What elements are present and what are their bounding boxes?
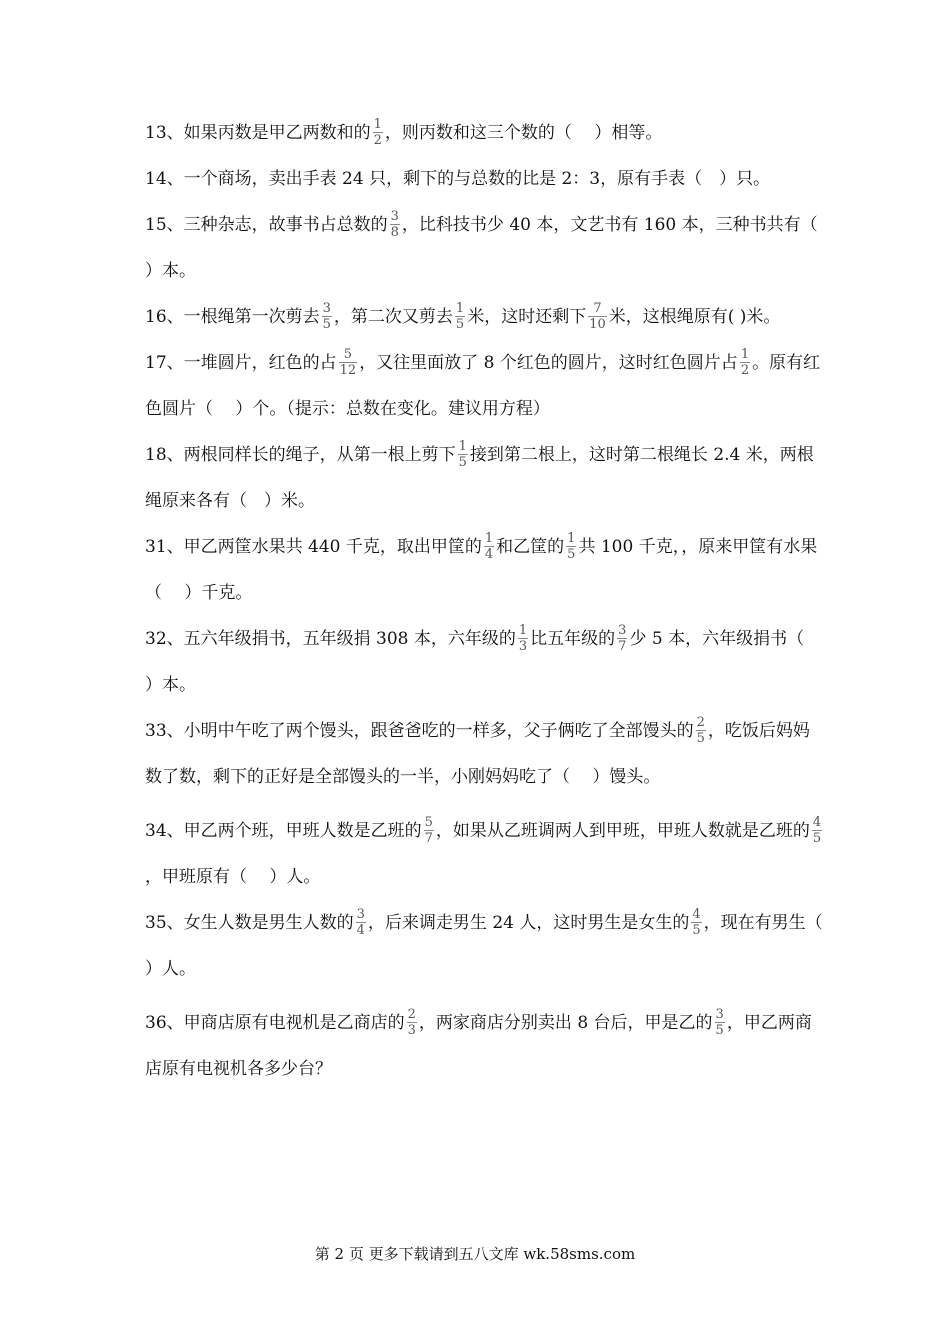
question-text: ，后来调走男生 24 人，这时男生是女生的	[367, 913, 690, 933]
fraction	[518, 623, 528, 654]
question-q17	[145, 340, 825, 432]
fraction	[339, 347, 358, 378]
fraction	[812, 815, 822, 846]
question-text: ，第二次又剪去	[333, 307, 453, 327]
fraction-denominator: 4	[484, 547, 494, 562]
fraction	[617, 623, 627, 654]
fraction-numerator: 5	[424, 815, 433, 830]
question-text: 14、一个商场，卖出手表 24 只，剩下的与总数的比是 2：3，原有手表（ ）只。	[145, 169, 771, 189]
question-text: ，两家商店分别卖出 8 台后，甲是乙的	[418, 1013, 713, 1033]
question-q33	[145, 708, 825, 800]
fraction-numerator: 3	[322, 301, 331, 316]
question-text: 15、三种杂志，故事书占总数的	[145, 215, 388, 235]
fraction	[715, 1007, 725, 1038]
question-q16	[145, 294, 825, 340]
question-text: 13、如果丙数是甲乙两数和的	[145, 123, 371, 143]
fraction-denominator: 8	[390, 225, 399, 240]
fraction	[691, 907, 701, 938]
fraction-numerator: 5	[339, 347, 358, 363]
fraction-numerator: 1	[373, 117, 382, 132]
question-text: ，比科技书少 40 本，文艺书有 160 本，三种书共有（ ）本。	[145, 215, 841, 281]
fraction-numerator: 1	[484, 531, 494, 546]
fraction-numerator: 1	[567, 531, 576, 546]
question-q15	[145, 202, 841, 294]
fraction	[696, 715, 706, 746]
fraction-denominator: 5	[322, 317, 331, 332]
fraction	[566, 531, 576, 562]
question-q13	[145, 110, 825, 156]
fraction-denominator: 7	[618, 639, 627, 654]
fraction-numerator: 2	[696, 715, 705, 730]
question-q18	[145, 432, 825, 524]
fraction-numerator: 1	[455, 301, 465, 316]
question-text: 34、甲乙两个班，甲班人数是乙班的	[145, 821, 422, 841]
question-text: 36、甲商店原有电视机是乙商店的	[145, 1013, 405, 1033]
fraction-numerator: 4	[692, 907, 701, 922]
question-text: 共 100 千克，，原来甲筐有水果（ ）千克。	[145, 537, 818, 603]
question-text: 31、甲乙两筐水果共 440 千克，取出甲筐的	[145, 537, 482, 557]
fraction-denominator: 5	[812, 831, 822, 846]
fraction-denominator: 12	[339, 363, 357, 378]
fraction-numerator: 3	[715, 1007, 724, 1022]
question-q31	[145, 524, 825, 616]
fraction	[356, 907, 366, 938]
question-text: 少 5 本，六年级捐书（ ）本。	[145, 629, 827, 695]
question-text: ，吃饭后妈妈数了数，剩下的正好是全部馒头的一半，小刚妈妈吃了（ ）馒头。	[145, 721, 810, 787]
fraction-denominator: 5	[567, 547, 576, 562]
question-text: 32、五六年级捐书，五年级捐 308 本，六年级的	[145, 629, 516, 649]
fraction-denominator: 5	[696, 731, 705, 746]
fraction	[407, 1007, 417, 1038]
fraction-denominator: 5	[455, 317, 465, 332]
fraction-numerator: 4	[812, 815, 822, 830]
question-q35	[145, 900, 846, 992]
question-list	[145, 110, 846, 1092]
fraction-numerator: 1	[458, 439, 467, 454]
fraction	[373, 117, 383, 148]
question-text: 35、女生人数是男生人数的	[145, 913, 354, 933]
fraction-denominator: 7	[424, 831, 433, 846]
fraction	[740, 347, 750, 378]
fraction-numerator: 3	[618, 623, 627, 638]
fraction-numerator: 3	[356, 907, 365, 922]
fraction-numerator: 7	[588, 301, 607, 317]
fraction-denominator: 5	[458, 455, 467, 470]
fraction	[455, 301, 465, 332]
question-text: 接到第二根上，这时第二根绳长 2.4 米，两根绳原来各有（ ）米。	[145, 445, 814, 511]
question-text: 33、小明中午吃了两个馒头，跟爸爸吃的一样多，父子俩吃了全部馒头的	[145, 721, 694, 741]
fraction-denominator: 2	[373, 133, 382, 148]
question-text: 米，这时还剩下	[467, 307, 587, 327]
fraction-denominator: 3	[407, 1023, 416, 1038]
fraction	[588, 301, 607, 332]
fraction-numerator: 1	[740, 347, 750, 362]
question-text: ，又往里面放了 8 个红色的圆片，这时红色圆片占	[359, 353, 738, 373]
fraction-denominator: 10	[589, 317, 606, 332]
fraction	[322, 301, 332, 332]
question-text: ，则丙数和这三个数的（ ）相等。	[384, 123, 663, 143]
question-text: 16、一根绳第一次剪去	[145, 307, 320, 327]
fraction-numerator: 3	[390, 209, 399, 224]
fraction-denominator: 5	[692, 923, 701, 938]
fraction	[484, 531, 494, 562]
fraction	[390, 209, 400, 240]
spacer	[145, 800, 825, 808]
question-text: 米，这根绳原有( )米。	[608, 307, 781, 327]
fraction	[424, 815, 434, 846]
question-text: 比五年级的	[530, 629, 616, 649]
question-text: ，现在有男生（ ）人。	[145, 913, 846, 979]
fraction-denominator: 2	[740, 363, 750, 378]
fraction	[458, 439, 468, 470]
question-text: ，甲班原有（ ）人。	[145, 867, 321, 887]
question-q14	[145, 156, 825, 202]
question-text: ，如果从乙班调两人到甲班，甲班人数就是乙班的	[435, 821, 810, 841]
spacer	[145, 992, 825, 1000]
fraction-numerator: 1	[518, 623, 528, 638]
fraction-denominator: 5	[715, 1023, 724, 1038]
fraction-denominator: 3	[518, 639, 528, 654]
page-footer: 第 2 页 更多下载请到五八文库 wk.58sms.com	[314, 1245, 636, 1263]
fraction-numerator: 2	[407, 1007, 416, 1022]
question-text: 18、两根同样长的绳子，从第一根上剪下	[145, 445, 456, 465]
question-text: 17、一堆圆片，红色的占	[145, 353, 337, 373]
question-q32	[145, 616, 825, 708]
question-text: ，甲乙两商店原有电视机各多少台？	[145, 1013, 812, 1079]
question-text: 和乙筐的	[496, 537, 565, 557]
fraction-denominator: 4	[356, 923, 365, 938]
question-q36	[145, 1000, 825, 1092]
question-q34	[145, 808, 825, 900]
question-text: 。原有红色圆片（ ）个。（提示：总数在变化。建议用方程）	[145, 353, 821, 419]
